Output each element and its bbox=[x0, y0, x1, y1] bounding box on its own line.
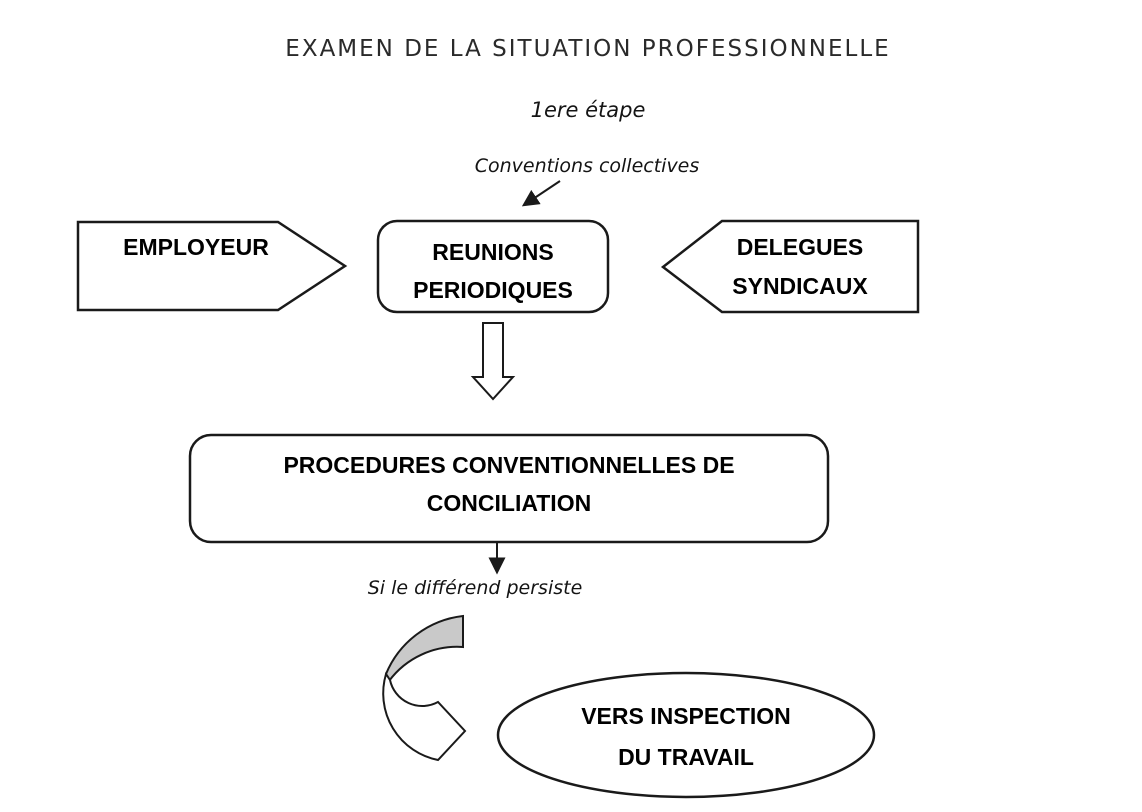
procedures-label bbox=[190, 446, 828, 522]
conventions-arrow bbox=[524, 181, 560, 205]
curved-arrow-shade bbox=[386, 616, 463, 681]
delegues-label-line1: DELEGUES bbox=[736, 234, 864, 260]
curved-arrow-body bbox=[383, 674, 465, 760]
procedures-label-line2: CONCILIATION bbox=[426, 490, 592, 516]
step-label: 1ere étape bbox=[530, 98, 646, 122]
inspection-label bbox=[498, 696, 874, 778]
inspection-label-line1: VERS INSPECTION bbox=[581, 703, 791, 729]
reunions-label bbox=[378, 233, 608, 309]
delegues-label-line2: SYNDICAUX bbox=[732, 273, 868, 299]
down-block-arrow bbox=[473, 323, 513, 399]
reunions-label-line1: REUNIONS bbox=[432, 239, 554, 265]
conventions-annotation: Conventions collectives bbox=[474, 155, 700, 177]
delegues-label bbox=[700, 228, 900, 306]
reunions-label-line2: PERIODIQUES bbox=[413, 277, 573, 303]
procedures-label-line1: PROCEDURES CONVENTIONNELLES DE bbox=[283, 452, 735, 478]
page-title: EXAMEN DE LA SITUATION PROFESSIONNELLE bbox=[285, 36, 891, 62]
employeur-label: EMPLOYEUR bbox=[123, 234, 269, 260]
persiste-annotation: Si le différend persiste bbox=[367, 577, 583, 599]
inspection-label-line2: DU TRAVAIL bbox=[618, 744, 754, 770]
